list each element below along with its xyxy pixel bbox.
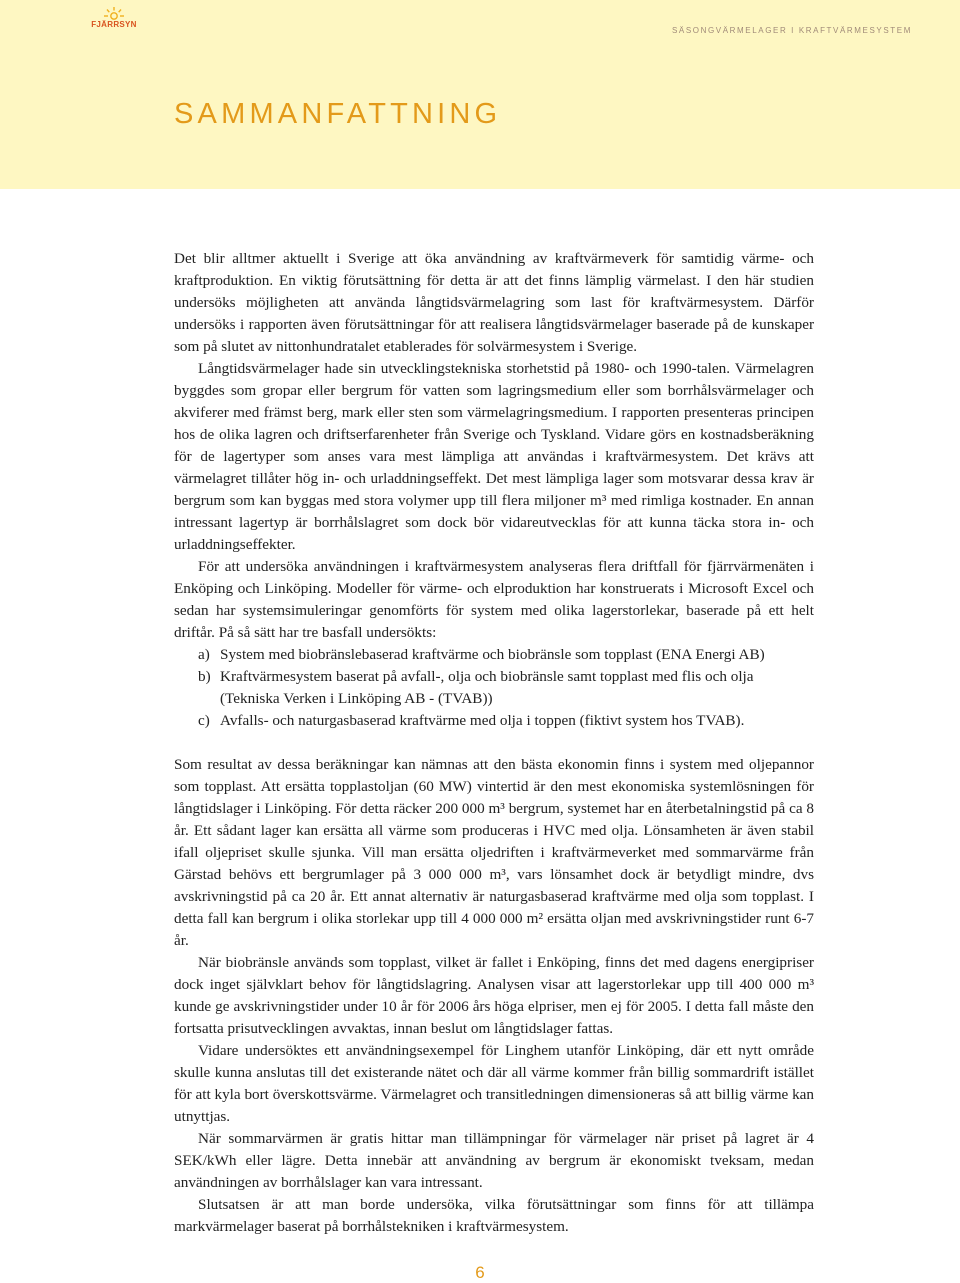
paragraph: Vidare undersöktes ett användningsexempel för Linghem utanför Linköping, där ett nytt område skulle kunna anslutas till det existerande nätet och där all värme kommer från billig sommardrift istället för att kyla bort överskottsvärme. Värmelagret och transitledningen dimensioneras så att billig värme kan utnyttjas.	[174, 1042, 814, 1125]
list-marker: c)	[198, 712, 210, 729]
paragraph: När biobränsle används som topplast, vilket är fallet i Enköping, finns det med dagens energipriser dock inget självklart behov för långtidslagring. Analysen visar att lagerstorlekar upp till 400 000 m³ kunde ge avskrivningstider under 10 år för 2006 års höga elpriser, men ej för 2005. I detta fall måste den fortsatta prisutvecklingen avvaktas, innan beslut om långtidslager fattas.	[174, 954, 814, 1037]
list-item	[174, 644, 814, 666]
list-item	[174, 710, 814, 732]
running-header: SÄSONGVÄRMELAGER I KRAFTVÄRMESYSTEM	[671, 26, 912, 35]
list-item	[174, 666, 814, 710]
header-band	[0, 0, 960, 189]
list-item-text: Kraftvärmesystem baserat på avfall-, olja och biobränsle samt topplast med flis och olja (Tekniska Verken i Linköping AB - (TVAB))	[220, 668, 754, 707]
page-title: SAMMANFATTNING	[174, 98, 502, 130]
paragraph: Slutsatsen är att man borde undersöka, vilka förutsättningar som finns för att tillämpa markvärmelager baserat på borrhålstekniken i kraftvärmesystem.	[174, 1196, 814, 1235]
summary-body	[174, 248, 814, 1238]
list-marker: a)	[198, 646, 210, 663]
list-item-text: System med biobränslebaserad kraftvärme och biobränsle som topplast (ENA Energi AB)	[220, 646, 765, 663]
paragraph: Långtidsvärmelager hade sin utvecklingstekniska storhetstid på 1980- och 1990-talen. Värmelagren byggdes som gropar eller bergrum för vatten som lagringsmedium eller som borrhålsvärmelager och akviferer med främst berg, mark eller sten som värmelagringsmedium. I rapporten presenteras principen hos de olika lagren och driftserfarenheter från Sverige och Tyskland. Vidare görs en kostnadsberäkning för de lagertyper som anses vara mest lämpliga att användas i kraftvärmesystem. Det krävs att värmelagret tillåter hög in- och urladdningseffekt. Det mest lämpliga lager som motsvarar dessa krav är bergrum som kan byggas med stora volymer upp till flera miljoner m³ med rimliga kostnader. En annan intressant lagertyp är borrhålslagret som dock bör vidareutvecklas för att kunna täcka stora in- och urladdningseffekter.	[174, 360, 814, 553]
list-item-text: Avfalls- och naturgasbaserad kraftvärme med olja i toppen (fiktivt system hos TVAB).	[220, 712, 745, 729]
case-list	[174, 644, 814, 732]
logo-text: FJÄRRSYN	[91, 20, 137, 29]
paragraph: För att undersöka användningen i kraftvärmesystem analyseras flera driftfall för fjärrvärmenäten i Enköping och Linköping. Modeller för värme- och elproduktion har konstruerats i Microsoft Excel och sedan har systemsimuleringar genomförts för system med olika lagerstorlekar, baserade på ett helt driftår. På så sätt har tre basfall undersökts:	[174, 558, 814, 641]
fjarrsyn-logo	[86, 6, 142, 34]
list-marker: b)	[198, 668, 211, 685]
paragraph: När sommarvärmen är gratis hittar man tillämpningar för värmelager när priset på lagret är 4 SEK/kWh eller lägre. Detta innebär att användning av bergrum är ekonomiskt tveksam, medan användningen av borrhålslager kan vara intressant.	[174, 1130, 814, 1191]
page-number: 6	[475, 1263, 485, 1282]
paragraph: Som resultat av dessa beräkningar kan nämnas att den bästa ekonomin finns i system med oljepannor som topplast. Att ersätta topplastoljan (60 MW) vintertid är den mest ekonomiska systemlösningen för långtidslager i Linköping. För detta räcker 200 000 m³ bergrum, systemet har en återbetalningstid på ca 8 år. Ett sådant lager kan ersätta all värme som produceras i HVC med olja. Lönsamheten är även stabil ifall oljepriset skulle sjunka. Vill man ersätta oljedriften i kraftvärmeverket med sommarvärme från Gärstad behövs ett bergrumlager på 3 000 000 m³, vars lönsamhet dock är betydligt mindre, dvs avskrivningstid på ca 20 år. Ett annat alternativ är naturgasbaserad kraftvärme med olja som topplast. I detta fall kan bergrum i olika storlekar upp till 4 000 000 m² ersätta oljan med avskrivningstider runt 6-7 år.	[174, 756, 814, 949]
paragraph: Det blir alltmer aktuellt i Sverige att öka användning av kraftvärmeverk för samtidig värme- och kraftproduktion. En viktig förutsättning för detta är att det finns lämplig värmelast. I den här studien undersöks möjligheten att använda långtidsvärmelagring som last för kraftvärmesystem. Därför undersöks i rapporten även förutsättningar för att realisera långtidsvärmelager baserade på de kunskaper som på slutet av nittonhundratalet etablerades för solvärmesystem i Sverige.	[174, 250, 814, 355]
